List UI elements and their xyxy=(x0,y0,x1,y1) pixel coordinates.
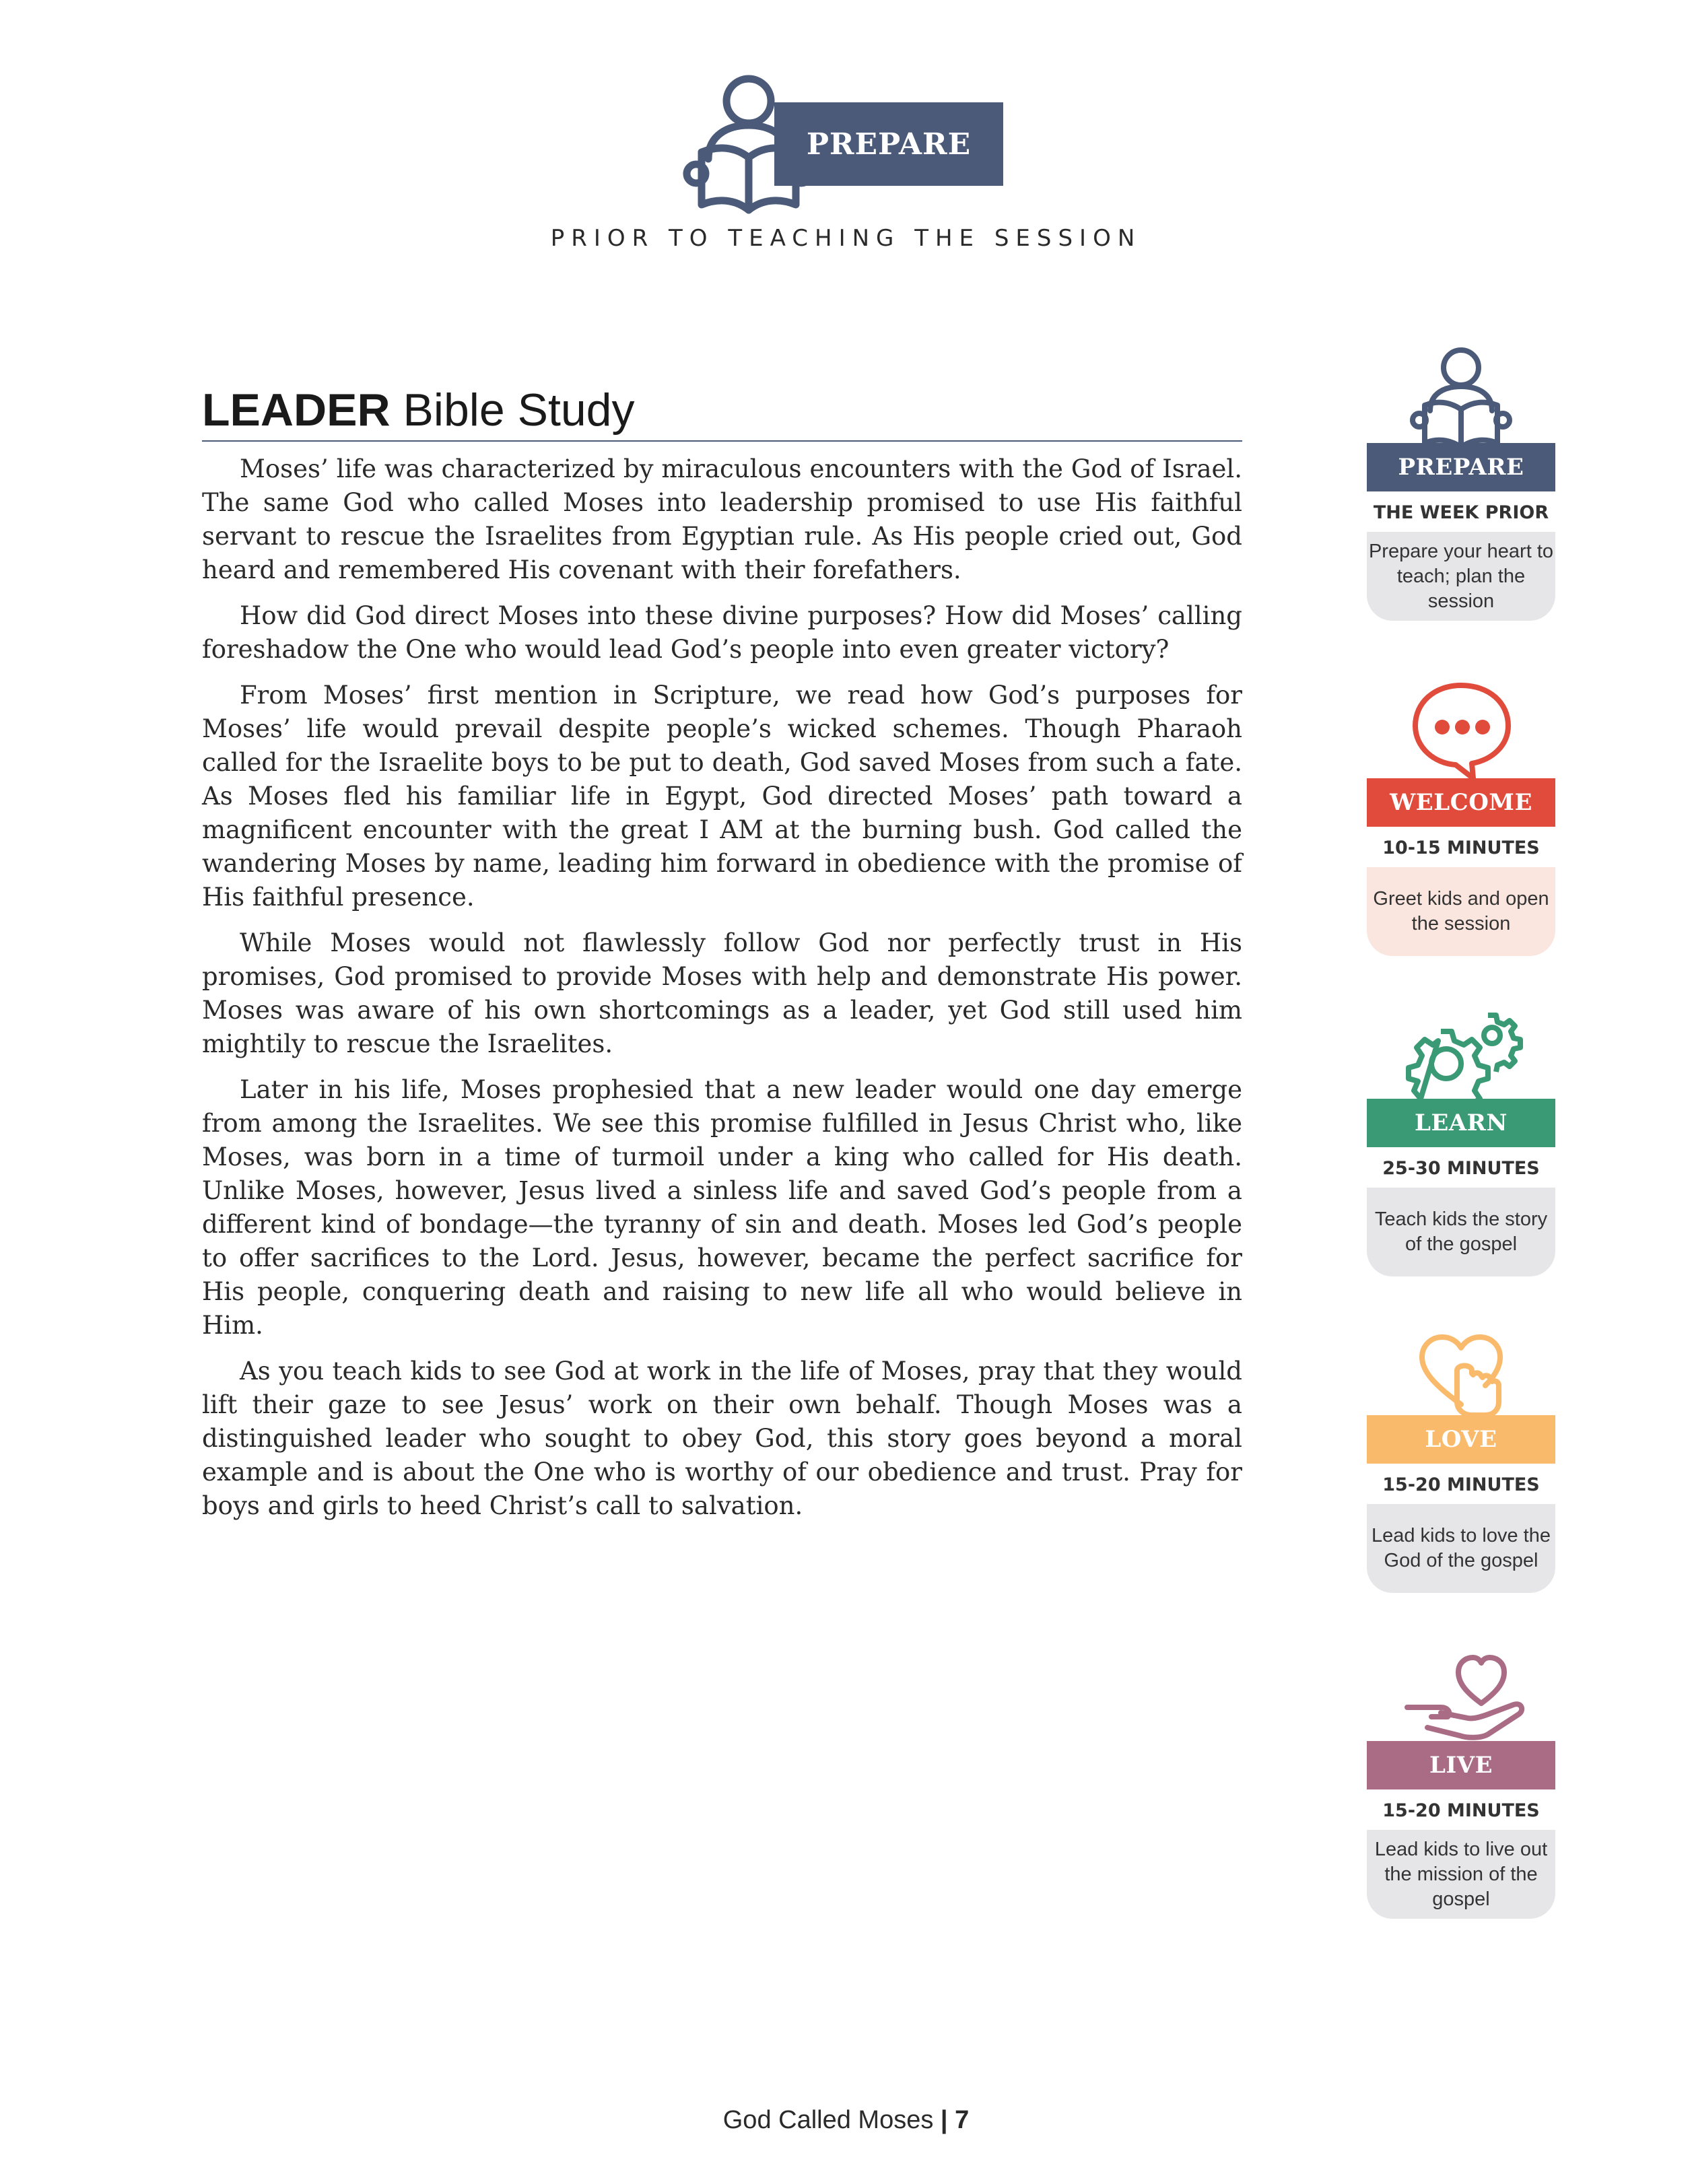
sidebar-item-live xyxy=(1367,1643,1555,1925)
sidebar-label: PREPARE xyxy=(1367,443,1555,491)
paragraph: From Moses’ first mention in Scripture, we read how God’s purposes for Moses’ life would prevail despite people’s wicked schemes. Though Pharaoh called for the Israelite boys to be put to death, God saved Moses from such a fate. As Moses fled his familiar life in Egypt, God directed Moses’ path toward a magnificent encounter with the great I AM at the burning bush. God called the wandering Moses by name, leading him forward in obedience with the promise of His faithful presence. xyxy=(202,681,1242,912)
paragraph: While Moses would not flawlessly follow God nor perfectly trust in His promises, God promised to provide Moses with help and demonstrate His power. Moses was aware of his own shortcomings as a leader, yet God still used him mightily to rescue the Israelites. xyxy=(202,928,1242,1058)
heading-divider xyxy=(202,440,1242,442)
page-number: 7 xyxy=(955,2106,970,2134)
sidebar-label: LIVE xyxy=(1367,1741,1555,1789)
heading-bold: LEADER xyxy=(202,384,391,436)
sidebar-item-welcome xyxy=(1367,680,1555,963)
prepare-badge: PREPARE xyxy=(774,102,1003,186)
chat-bubble-icon xyxy=(1367,680,1555,778)
gears-icon xyxy=(1367,1003,1555,1104)
sidebar-time: 10-15 MINUTES xyxy=(1382,838,1540,858)
heart-hand-icon xyxy=(1367,1643,1555,1741)
sidebar-description: Prepare your heart to teach; plan the session xyxy=(1367,532,1555,621)
sidebar-time: 15-20 MINUTES xyxy=(1382,1474,1540,1495)
sidebar-time: THE WEEK PRIOR xyxy=(1373,502,1549,523)
page-subtitle: PRIOR TO TEACHING THE SESSION xyxy=(550,225,1142,252)
sidebar-time: 15-20 MINUTES xyxy=(1382,1800,1540,1821)
sidebar-description: Greet kids and open the session xyxy=(1367,867,1555,956)
sidebar-item-love xyxy=(1367,1332,1555,1614)
heart-touch-icon xyxy=(1367,1332,1555,1417)
reader-icon xyxy=(1367,345,1555,446)
sidebar-item-prepare xyxy=(1367,345,1555,627)
sidebar-time: 25-30 MINUTES xyxy=(1382,1158,1540,1179)
paragraph: As you teach kids to see God at work in the life of Moses, pray that they would lift their gaze to see Jesus’ work on their own behalf. Though Moses was a distinguished leader who sought to obey God, this story goes beyond a moral example and is about the One who is worthy of our obedience and trust. Pray for boys and girls to heed Christ’s call to salvation. xyxy=(202,1357,1242,1520)
sidebar-description: Lead kids to live out the mission of the gospel xyxy=(1367,1830,1555,1919)
body-text xyxy=(202,452,1242,1535)
sidebar-label: LOVE xyxy=(1367,1415,1555,1464)
paragraph: Later in his life, Moses prophesied that a new leader would one day emerge from among the Israelites. We see this promise fulfilled in Jesus Christ who, like Moses, was born in a time of turmoil under a king who called for His death. Unlike Moses, however, Jesus lived a sinless life and saved God’s people from a different kind of bondage—the tyranny of sin and death. Moses led God’s people to offer sacrifices to the Lord. Jesus, however, became the perfect sacrifice for His people, conquering death and raising to new life all who would believe in Him. xyxy=(202,1075,1242,1340)
sidebar-item-learn xyxy=(1367,1003,1555,1286)
heading-rest: Bible Study xyxy=(403,384,635,436)
sidebar-description: Lead kids to love the God of the gospel xyxy=(1367,1504,1555,1593)
sidebar-label: LEARN xyxy=(1367,1099,1555,1147)
paragraph: How did God direct Moses into these divine purposes? How did Moses’ calling foreshadow the One who would lead God’s people into even greater victory? xyxy=(202,601,1242,664)
footer-title: God Called Moses xyxy=(722,2106,934,2134)
sidebar-label: WELCOME xyxy=(1367,778,1555,827)
section-heading xyxy=(202,384,1242,438)
paragraph: Moses’ life was characterized by miraculous encounters with the God of Israel. The same God who called Moses into leadership promised to use His faithful servant to rescue the Israelites from Egyptian rule. As His people cried out, God heard and remembered His covenant with their forefathers. xyxy=(202,454,1242,584)
sidebar-description: Teach kids the story of the gospel xyxy=(1367,1188,1555,1276)
page-footer xyxy=(0,2106,1692,2135)
footer-separator: | xyxy=(940,2106,948,2134)
